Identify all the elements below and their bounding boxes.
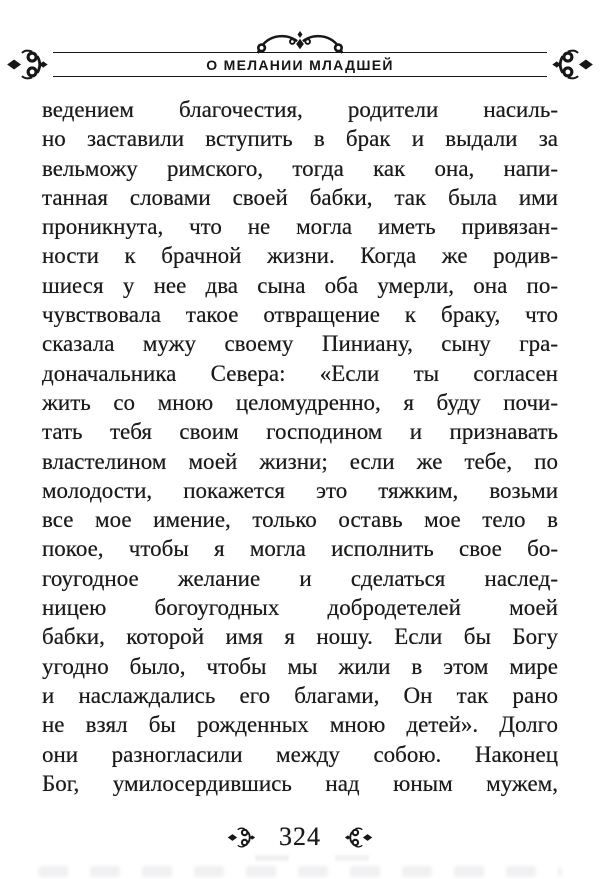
text-line: вельможу римского, тогда как она, напи- bbox=[42, 155, 558, 181]
page-showthrough-smudge bbox=[255, 855, 289, 861]
text-line: Бог, умилосердившись над юным мужем, bbox=[42, 770, 558, 796]
running-head-band bbox=[53, 52, 547, 77]
text-line: ницею богоугодных добродетелей моей bbox=[42, 595, 558, 621]
text-line: гоугодное желание и сделаться наслед- bbox=[42, 565, 558, 591]
fleuron-right-icon bbox=[549, 46, 596, 83]
footer-fleuron-right-icon bbox=[342, 825, 375, 850]
text-line: доначальника Севера: «Если ты согласен bbox=[42, 360, 558, 386]
text-line: жить со мною целомудренно, я буду почи- bbox=[42, 389, 558, 415]
text-line: молодости, покажется это тяжким, возьми bbox=[42, 477, 558, 503]
page-footer bbox=[0, 824, 600, 850]
body-text bbox=[42, 95, 558, 798]
text-line: угодно было, чтобы мы жили в этом мире bbox=[42, 653, 558, 679]
text-line: тать тебя своим господином и признавать bbox=[42, 419, 558, 445]
page-number: 324 bbox=[279, 822, 321, 851]
text-line: не взял бы рожденных мною детей». Долго bbox=[42, 712, 558, 738]
text-line: и наслаждались его благами, Он так рано bbox=[42, 682, 558, 708]
page-showthrough bbox=[38, 866, 562, 877]
text-line: они разногласили между собою. Наконец bbox=[42, 741, 558, 767]
footer-fleuron-left-icon bbox=[225, 825, 258, 850]
text-line: бабки, которой имя я ношу. Если бы Богу bbox=[42, 624, 558, 650]
running-head-title: О МЕЛАНИИ МЛАДШЕЙ bbox=[206, 56, 394, 73]
text-line: танная словами своей бабки, так была ими bbox=[42, 184, 558, 210]
text-line: но заставили вступить в брак и выдали за bbox=[42, 126, 558, 152]
text-line: все мое имение, только оставь мое тело в bbox=[42, 507, 558, 533]
text-line: властелином моей жизни; если же тебе, по bbox=[42, 448, 558, 474]
text-line: покое, чтобы я могла исполнить свое бо- bbox=[42, 536, 558, 562]
text-line: сказала мужу своему Пиниану, сыну гра- bbox=[42, 331, 558, 357]
text-line: проникнута, что не могла иметь привязан- bbox=[42, 214, 558, 240]
text-line: ведением благочестия, родители насиль- bbox=[42, 97, 558, 122]
text-line: ности к брачной жизни. Когда же родив- bbox=[42, 243, 558, 269]
text-line: чувствовала такое отвращение к браку, что bbox=[42, 302, 558, 328]
fleuron-left-icon bbox=[4, 46, 51, 83]
text-line: шиеся у нее два сына оба умерли, она по- bbox=[42, 272, 558, 298]
